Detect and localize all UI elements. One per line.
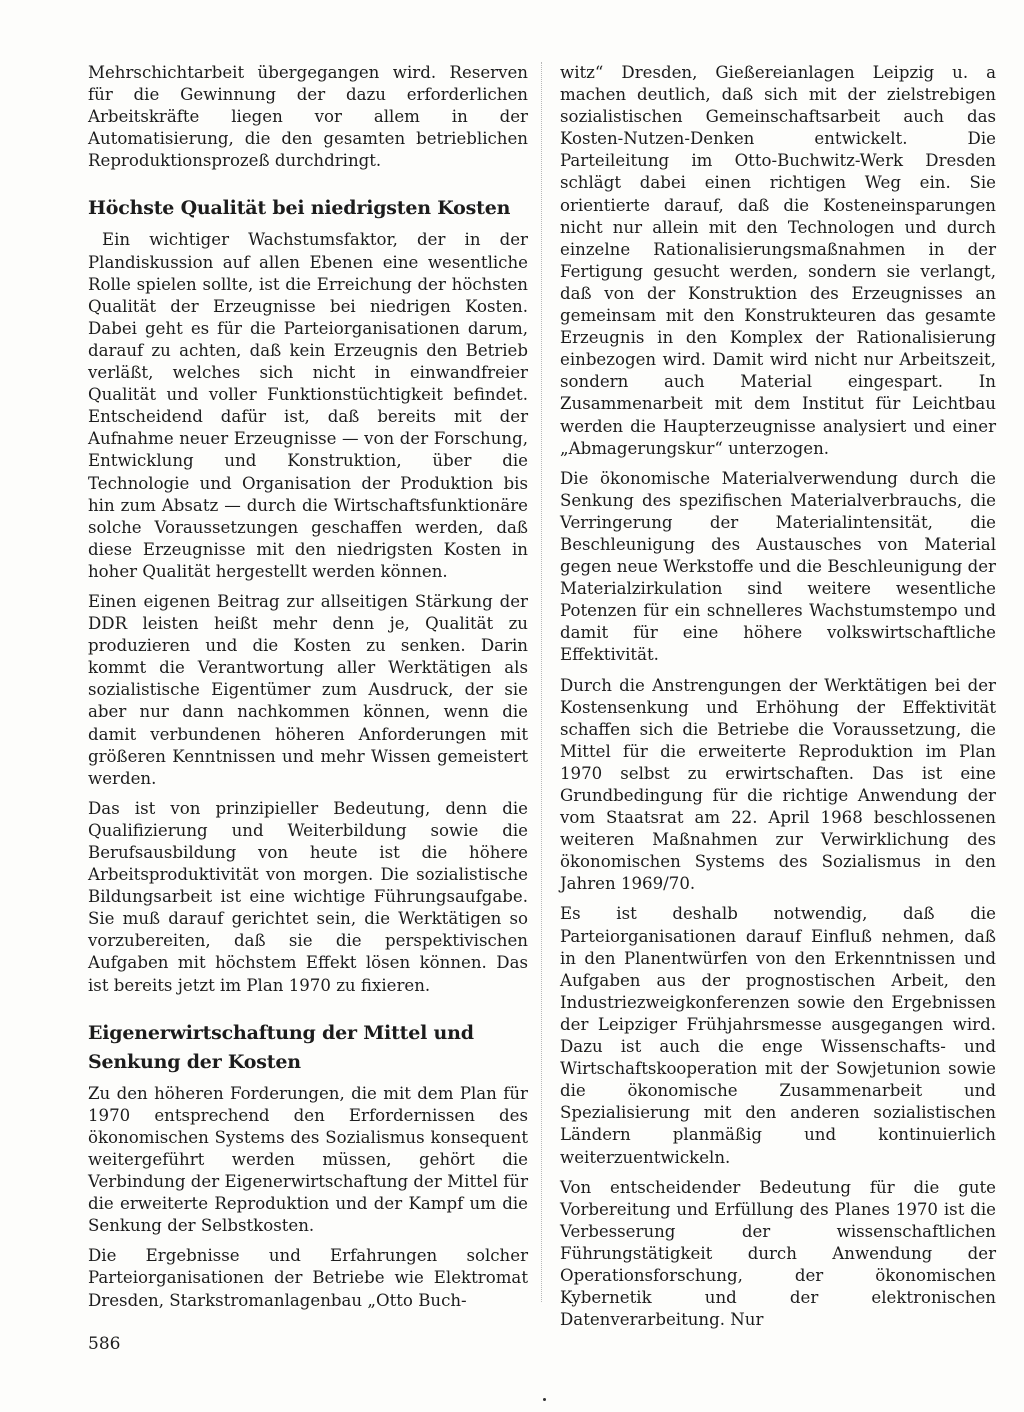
paragraph: Ein wichtiger Wachstumsfaktor, der in der Plandiskussion auf allen Ebenen eine wesentliche Rolle spielen sollte, ist die Erreichung der höchsten Qualität der Erzeugnisse bei niedrigen Kosten. Dabei geht es für die Parteiorganisationen darum, darauf zu achten, daß kein Erzeugnis den Betrieb verläßt, welches sich nicht in einwandfreier Qualität und voller Funktionstüchtigkeit befindet. Entscheidend dafür ist, daß bereits mit der Aufnahme neuer Erzeugnisse — von der Forschung, Entwicklung und Konstruktion, über die Technologie und Organisation der Produktion bis hin zum Absatz — durch die Wirtschaftsfunktionäre solche Voraussetzungen geschaffen werden, daß diese Erzeugnisse mit den niedrigsten Kosten in hoher Qualität hergestellt werden können. <box>88 230 528 581</box>
paragraph: Es ist deshalb notwendig, daß die Parteiorganisationen darauf Einfluß nehmen, daß in den Planentwürfen von den Erkenntnissen und Aufgaben aus der prognostischen Arbeit, den Industriezweigkonferenzen sowie den Ergebnissen der Leipziger Frühjahrsmesse ausgegangen wird. Dazu ist auch die enge Wissenschafts- und Wirtschaftskooperation mit der Sowjetunion sowie die ökonomische Zusammenarbeit und Spezialisierung mit den anderen sozialistischen Ländern planmäßig und kontinuierlich weiterzuentwickeln. <box>560 904 996 1167</box>
print-mark <box>543 1398 546 1401</box>
paragraph: Von entscheidender Bedeutung für die gute Vorbereitung und Erfüllung des Planes 1970 ist die Verbesserung der wissenschaftlichen Führungstätigkeit durch Anwendung der Operationsforschung, der ökonomischen Kybernetik und der elektronischen Datenverarbeitung. Nur <box>560 1177 996 1330</box>
paragraph: Das ist von prinzipieller Bedeutung, denn die Qualifizierung und Weiterbildung sowie die Berufsausbildung von heute ist die höhere Arbeitsproduktivität von morgen. Die sozialistische Bildungsarbeit ist eine wichtige Führungsaufgabe. Sie muß darauf gerichtet sein, die Werktätigen so vorzubereiten, daß sie die perspektivischen Aufgaben mit höchstem Effekt lösen können. Das ist bereits jetzt im Plan 1970 zu fixieren. <box>88 798 528 995</box>
paragraph: Einen eigenen Beitrag zur allseitigen Stärkung der DDR leisten heißt mehr denn je, Qualität zu produzieren und die Kosten zu senken. Darin kommt die Verantwortung aller Werktätigen als sozialistische Eigentümer zum Ausdruck, der sie aber nur dann nachkommen können, wenn die damit verbundenen höheren Anforderungen mit größeren Kenntnissen und mehr Wissen gemeistert werden. <box>88 591 528 788</box>
paragraph: Die Ergebnisse und Erfahrungen solcher Parteiorganisationen der Betriebe wie Elektromat Dresden, Starkstromanlagenbau „Otto Buch- <box>88 1246 528 1310</box>
left-column <box>88 62 528 1320</box>
section-heading: Eigenerwirtschaftung der Mittel und Senkung der Kosten <box>88 1021 474 1073</box>
paragraph: Mehrschichtarbeit übergegangen wird. Reserven für die Gewinnung der dazu erforderlichen Arbeitskräfte liegen vor allem in der Automatisierung, die den gesamten betrieblichen Reproduktionsprozeß durchdringt. <box>88 63 528 171</box>
right-column <box>560 62 996 1339</box>
paragraph: witz“ Dresden, Gießereianlagen Leipzig u. a machen deutlich, daß sich mit der zielstrebigen sozialistischen Gemeinschaftsarbeit auch das Kosten-Nutzen-Denken entwickelt. Die Parteileitung im Otto-Buchwitz-Werk Dresden schlägt dabei einen richtigen Weg ein. Sie orientierte darauf, daß die Kosteneinsparungen nicht nur allein mit den Technologen und durch einzelne Rationalisierungsmaßnahmen in der Fertigung gesucht werden, sondern sie verlangt, daß von der Konstruktion des Erzeugnisses an gemeinsam mit den Konstrukteuren das gesamte Erzeugnis in den Komplex der Rationalisierung einbezogen wird. Damit wird nicht nur Arbeitszeit, sondern auch Material eingespart. In Zusammenarbeit mit dem Institut für Leichtbau werden die Haupterzeugnisse analysiert und einer „Abmagerungskur“ unterzogen. <box>560 63 996 458</box>
column-divider <box>541 62 542 1302</box>
paragraph: Zu den höheren Forderungen, die mit dem Plan für 1970 entsprechend den Erfordernissen des ökonomischen Systems des Sozialismus konsequent weitergeführt werden müssen, gehört die Verbindung der Eigenerwirtschaftung der Mittel für die erweiterte Reproduktion und der Kampf um die Senkung der Selbstkosten. <box>88 1083 528 1236</box>
page-number: 586 <box>88 1334 121 1354</box>
section-heading: Höchste Qualität bei niedrigsten Kosten <box>88 197 511 220</box>
paragraph: Die ökonomische Materialverwendung durch die Senkung des spezifischen Materialverbrauchs, die Verringerung der Materialintensität, die Beschleunigung des Austausches von Material gegen neue Werkstoffe und die Beschleunigung der Materialzirkulation sind weitere wesentliche Potenzen für ein schnelleres Wachstumstempo und damit für eine höhere volkswirtschaftliche Effektivität. <box>560 468 996 665</box>
paragraph: Durch die Anstrengungen der Werktätigen bei der Kostensenkung und Erhöhung der Effektivität schaffen sich die Betriebe die Voraussetzung, die Mittel für die erweiterte Reproduktion im Plan 1970 selbst zu erwirtschaften. Das ist eine Grundbedingung für die richtige Anwendung der vom Staatsrat am 22. April 1968 beschlossenen weiteren Maßnahmen zur Verwirklichung des ökonomischen Systems des Sozialismus in den Jahren 1969/70. <box>560 675 996 894</box>
